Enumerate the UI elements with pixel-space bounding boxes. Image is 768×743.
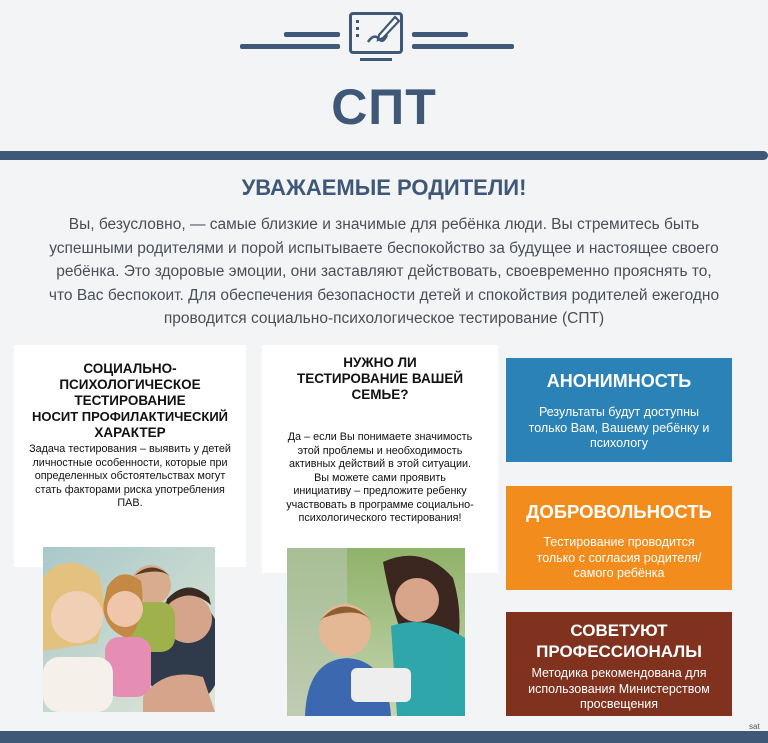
card-need-testing (262, 345, 498, 573)
box-title-line: ПРОФЕССИОНАЛЫ (536, 642, 702, 661)
header-line-right-short (412, 32, 468, 37)
parent-child-photo (287, 548, 465, 716)
page-title: СПТ (331, 79, 437, 135)
box-text-line: только Вам, Вашему ребёнку и (528, 420, 710, 435)
card-text-line: Вы можете сами проявить (314, 471, 446, 484)
watermark: sat (749, 722, 760, 731)
header-line-right-long (412, 44, 514, 49)
intro-line: что Вас беспокоит. Для обеспечения безопасности детей и спокойствия родителей ежегодно (48, 286, 720, 304)
card-text-line: определенных обстоятельствах могут (34, 470, 226, 482)
card-text-line: личностные особенности, которые при (32, 456, 228, 469)
card-text-line: стать факторами риска употребления (35, 483, 225, 496)
tablet-pen-icon (349, 12, 403, 54)
card-text-line: инициативу – предложите ребенку (293, 485, 467, 497)
card-title-line: СЕМЬЕ? (351, 387, 409, 402)
box-text (506, 405, 732, 452)
card-title-line: ПСИХОЛОГИЧЕСКОЕ (59, 377, 201, 392)
bottom-bar (0, 731, 768, 743)
intro-line: Вы, безусловно, — самые близкие и значимые для ребёнка люди. Вы стремитесь быть (68, 216, 700, 233)
card-preventive (14, 345, 246, 567)
box-title (506, 620, 732, 662)
box-text-line: Тестирование проводится (543, 535, 695, 549)
logo-underline (360, 58, 392, 61)
voluntariness-box (506, 486, 732, 590)
box-text-line: использования Министерством (528, 681, 710, 696)
box-text (506, 666, 732, 713)
box-text (506, 535, 732, 582)
card-title-line: СОЦИАЛЬНО- (83, 361, 177, 376)
card-text-line: Задача тестирования – выявить у детей (29, 443, 231, 455)
box-text-line: просвещения (579, 697, 659, 711)
box-text-line: только с согласия родителя/ (536, 550, 702, 565)
intro-line: ребёнка. Это здоровые эмоции, они заставляют действовать, своевременно прояснять то, (56, 263, 712, 280)
family-photo (43, 547, 215, 712)
box-text-line: Результаты будут доступны (538, 405, 700, 419)
box-text-line: самого ребёнка (573, 566, 665, 580)
card-title-line: НУЖНО ЛИ (343, 355, 417, 370)
section-heading: УВАЖАЕМЫЕ РОДИТЕЛИ! (241, 175, 527, 200)
box-text-line: Методика рекомендована для (531, 666, 707, 680)
card-title-line: НОСИТ ПРОФИЛАКТИЧЕСКИЙ (31, 409, 229, 424)
card-text-line: активных действий в этой ситуации. (288, 458, 472, 470)
professionals-box (506, 612, 732, 716)
card-title (262, 355, 498, 403)
header-line-left-long (240, 44, 340, 49)
intro-line: успешными родителями и порой испытываете беспокойство за будущее и настоящее своего (49, 239, 719, 257)
card-text-line: участвовать в программе социально- (286, 498, 474, 511)
header-line-left-short (284, 32, 340, 37)
box-title-line: СОВЕТУЮТ (570, 621, 668, 640)
intro-line: проводится социально-психологическое тестирование (СПТ) (163, 310, 605, 327)
card-text-line: психологического тестирования! (298, 512, 462, 524)
card-title (14, 361, 246, 441)
intro-paragraph (20, 213, 748, 331)
anonymity-box (506, 358, 732, 462)
card-title-line: ТЕСТИРОВАНИЕ ВАШЕЙ (296, 371, 464, 386)
card-text (14, 443, 246, 511)
card-text (262, 431, 498, 526)
box-title: АНОНИМНОСТЬ (546, 371, 692, 391)
card-text-line: Да – если Вы понимаете значимость (287, 431, 473, 443)
card-text-line: этой проблемы и необходимость (297, 444, 463, 457)
card-title-line: ХАРАКТЕР (94, 425, 166, 440)
card-text-line: ПАВ. (117, 497, 143, 509)
box-title: ДОБРОВОЛЬНОСТЬ (526, 501, 712, 522)
card-title-line: ТЕСТИРОВАНИЕ (74, 393, 186, 408)
divider-bar (0, 151, 768, 160)
box-text-line: психологу (590, 436, 648, 450)
